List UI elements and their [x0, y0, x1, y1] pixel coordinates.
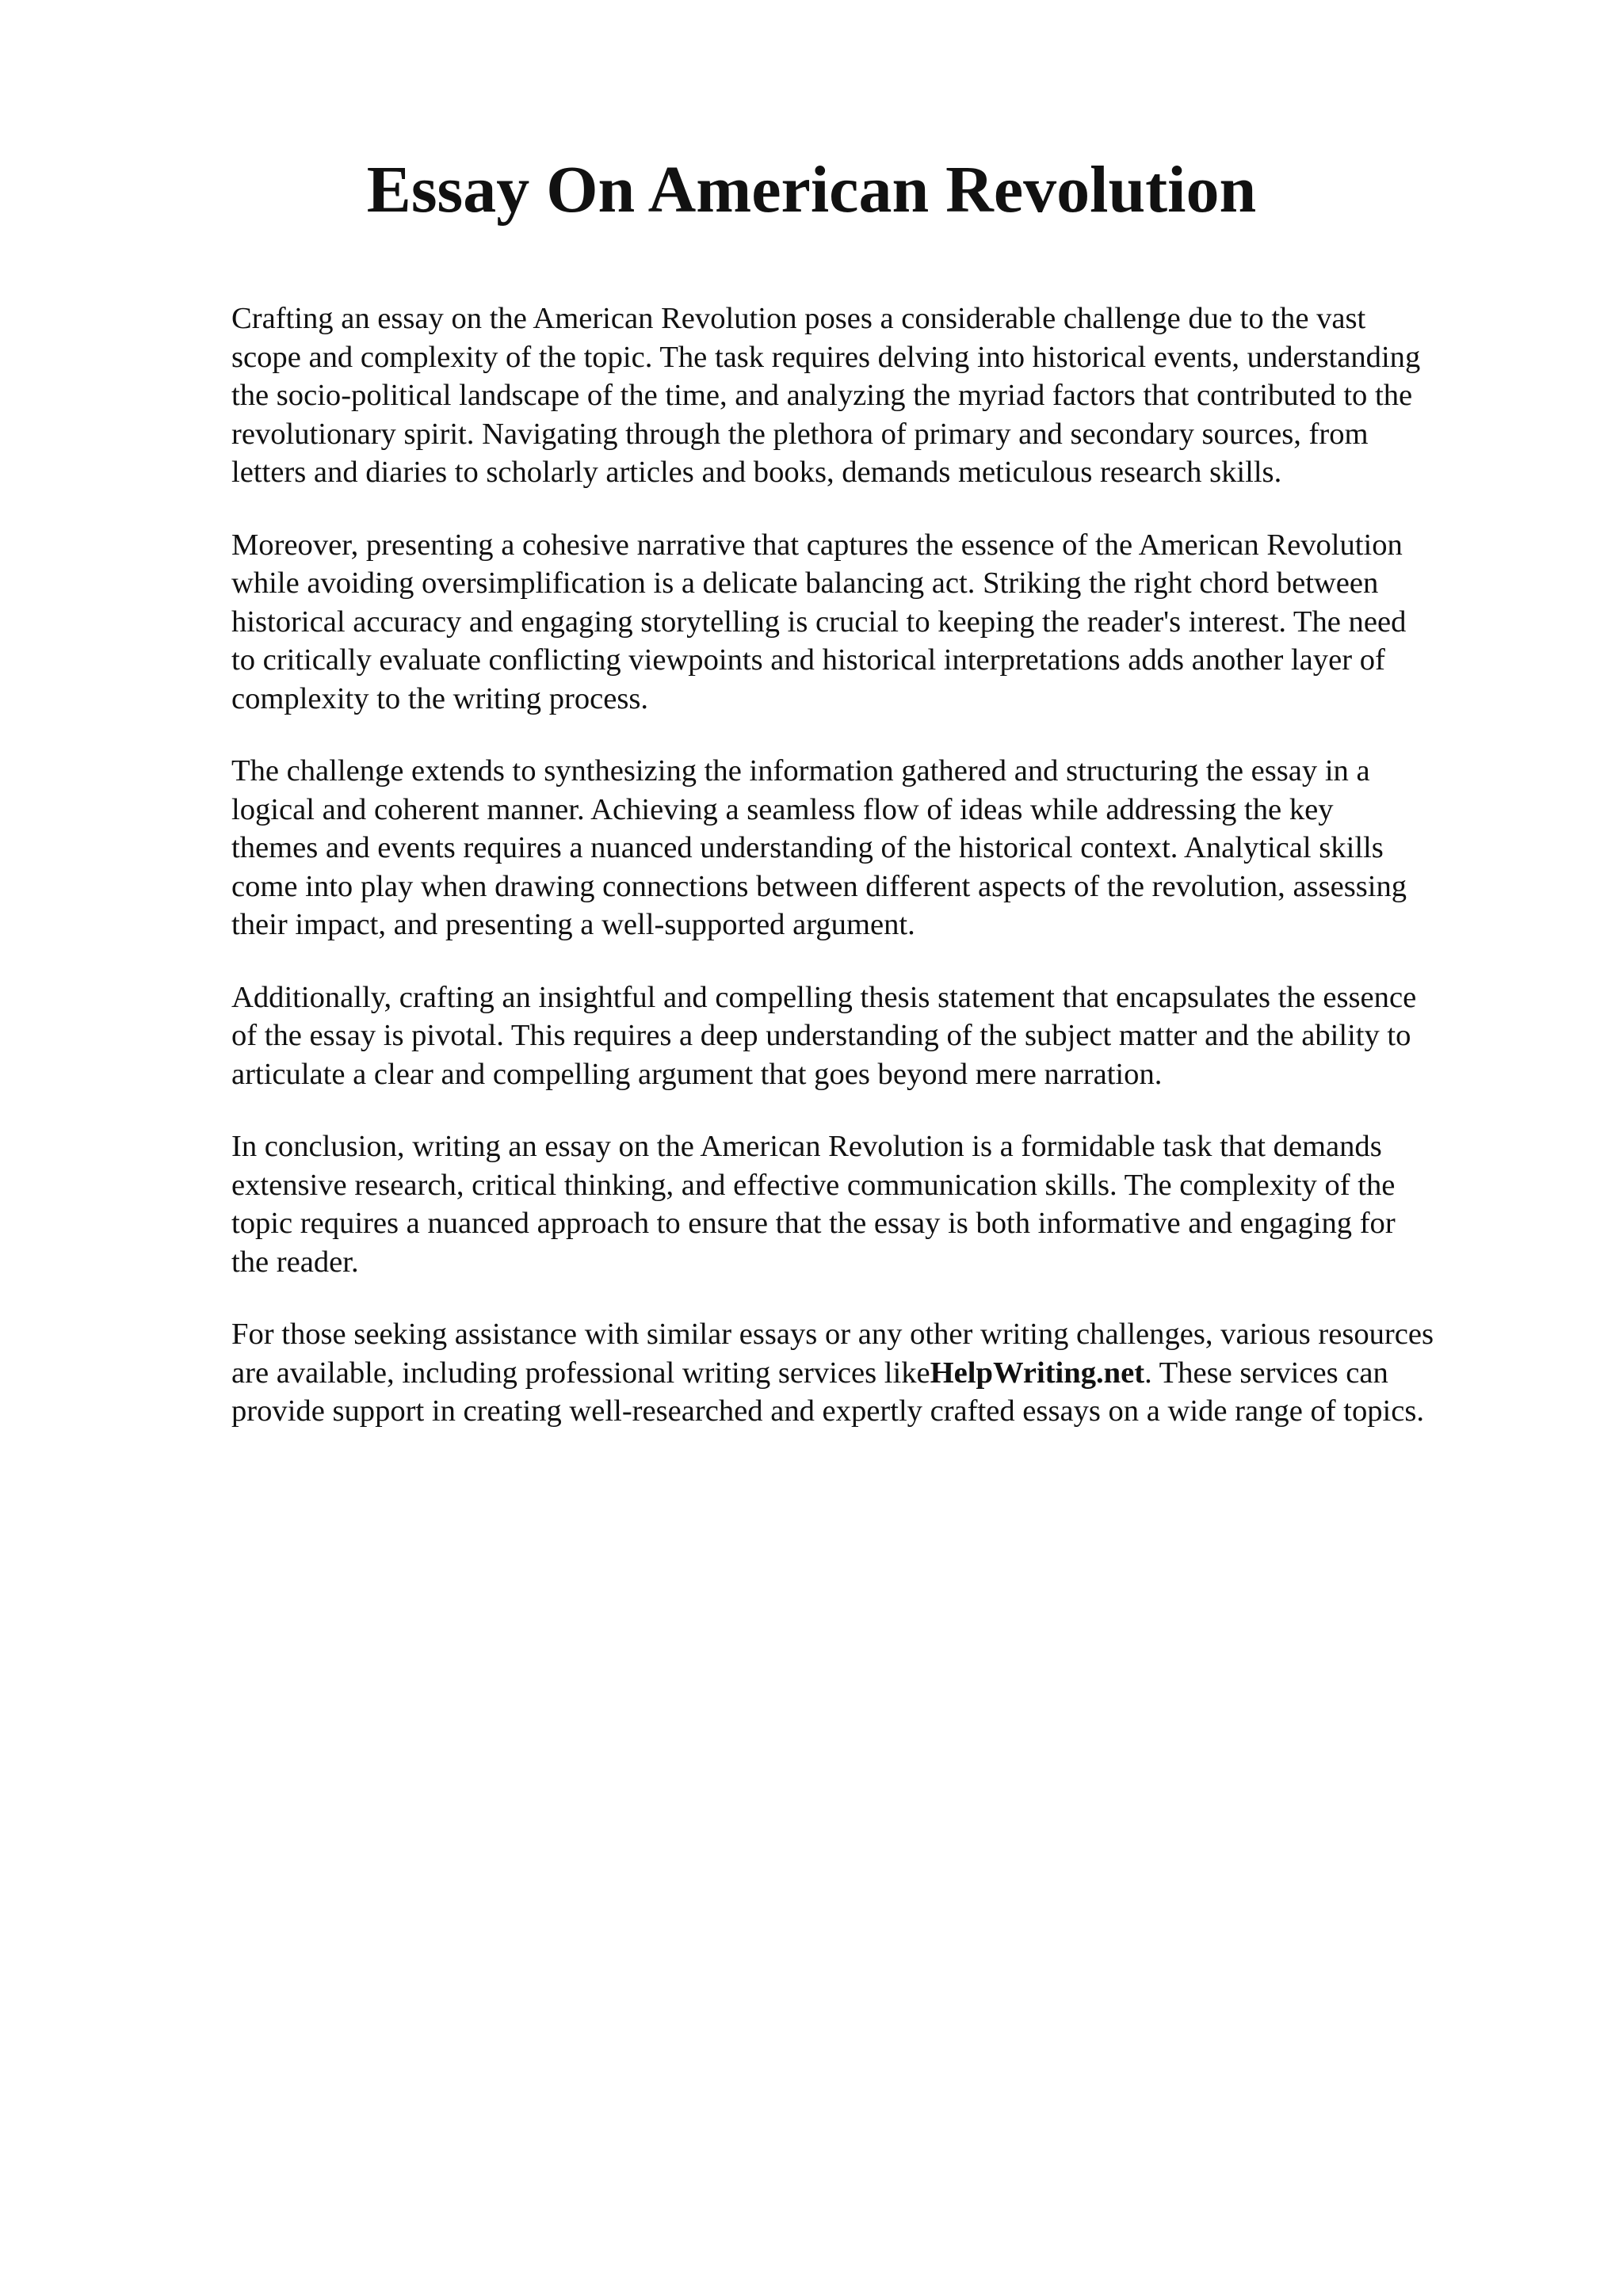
paragraph-line: Crafting an essay on the American Revolution poses a considerable challenge due to the vast	[231, 302, 1366, 335]
paragraph-5	[231, 1127, 1531, 1281]
helpwriting-link[interactable]: HelpWriting.net	[930, 1356, 1145, 1390]
paragraph-line: articulate a clear and compelling argument that goes beyond mere narration.	[231, 1057, 1163, 1091]
paragraph-line: letters and diaries to scholarly articles and books, demands meticulous research skills.	[231, 456, 1282, 489]
paragraph-text: . These services can	[1144, 1356, 1388, 1390]
paragraph-6	[231, 1315, 1531, 1431]
document-title: Essay On American Revolution	[366, 153, 1257, 227]
paragraph-line: historical accuracy and engaging storytelling is crucial to keeping the reader's interest. The need	[231, 605, 1407, 639]
paragraph-1	[231, 299, 1531, 492]
paragraph-4	[231, 978, 1531, 1094]
paragraph-line: of the essay is pivotal. This requires a deep understanding of the subject matter and the ability to	[231, 1019, 1411, 1052]
paragraph-line: topic requires a nuanced approach to ensure that the essay is both informative and engaging for	[231, 1207, 1396, 1240]
paragraph-line: Additionally, crafting an insightful and compelling thesis statement that encapsulates the essence	[231, 980, 1417, 1014]
paragraph-line: In conclusion, writing an essay on the American Revolution is a formidable task that demands	[231, 1130, 1382, 1163]
document-body	[231, 299, 1531, 1465]
paragraph-line: For those seeking assistance with similar essays or any other writing challenges, various resources	[231, 1318, 1434, 1351]
paragraph-line: to critically evaluate conflicting viewpoints and historical interpretations adds another layer of	[231, 643, 1385, 677]
paragraph-line: extensive research, critical thinking, and effective communication skills. The complexity of the	[231, 1168, 1396, 1202]
paragraph-line: revolutionary spirit. Navigating through the plethora of primary and secondary sources, from	[231, 417, 1369, 451]
paragraph-line: the reader.	[231, 1245, 359, 1279]
paragraph-line-with-link	[231, 1354, 1531, 1393]
paragraph-text: are available, including professional writing services like	[231, 1356, 930, 1390]
paragraph-line: provide support in creating well-researched and expertly crafted essays on a wide range of topics.	[231, 1394, 1425, 1428]
paragraph-line: The challenge extends to synthesizing the information gathered and structuring the essay in a	[231, 754, 1370, 788]
paragraph-line: themes and events requires a nuanced understanding of the historical context. Analytical skills	[231, 831, 1384, 864]
paragraph-line: scope and complexity of the topic. The task requires delving into historical events, understanding	[231, 340, 1421, 374]
paragraph-line: the socio-political landscape of the time, and analyzing the myriad factors that contributed to the	[231, 379, 1413, 412]
paragraph-2	[231, 526, 1531, 719]
paragraph-line: their impact, and presenting a well-supported argument.	[231, 908, 915, 941]
paragraph-line: while avoiding oversimplification is a delicate balancing act. Striking the right chord between	[231, 566, 1379, 600]
paragraph-line: logical and coherent manner. Achieving a seamless flow of ideas while addressing the key	[231, 792, 1334, 826]
paragraph-line: complexity to the writing process.	[231, 681, 649, 715]
paragraph-3	[231, 752, 1531, 944]
paragraph-line: come into play when drawing connections between different aspects of the revolution, assessing	[231, 869, 1407, 903]
paragraph-line: Moreover, presenting a cohesive narrative that captures the essence of the American Revolution	[231, 528, 1403, 562]
